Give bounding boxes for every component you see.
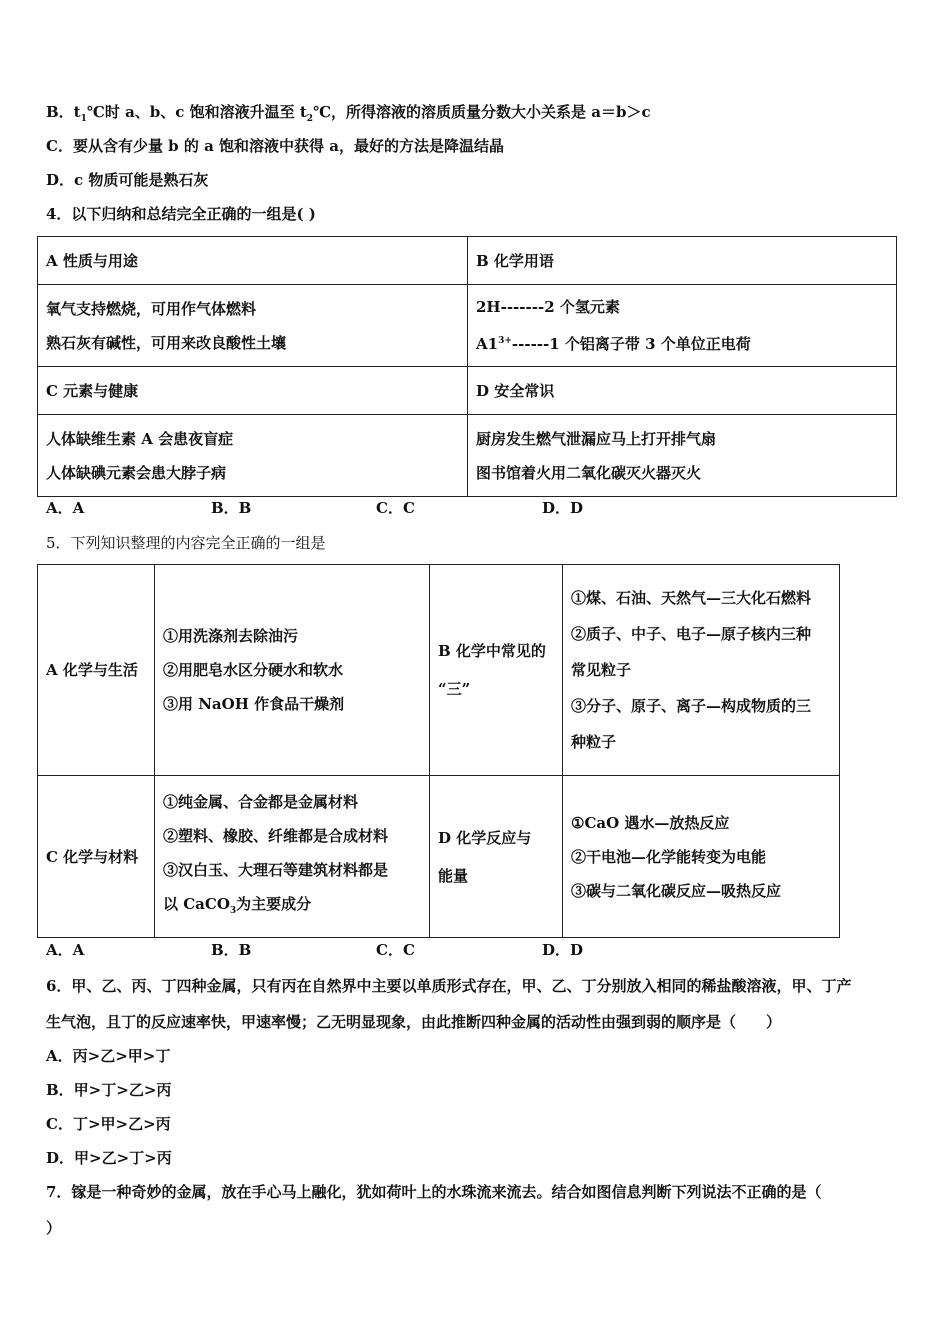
q4-option-c: C．C bbox=[376, 499, 415, 517]
q6-option-c: C．丁>甲>乙>丙 bbox=[46, 1115, 171, 1133]
q7-stem-line1: 7．镓是一种奇妙的金属，放在手心马上融化，犹如荷叶上的水珠流来流去。结合如图信息判断下列说法不正确的是（ bbox=[46, 1183, 822, 1201]
q4-cell-b-header: B 化学用语 bbox=[468, 237, 897, 285]
q4-cell-a-body: 氧气支持燃烧，可用作气体燃料 熟石灰有碱性，可用来改良酸性土壤 bbox=[38, 285, 468, 367]
q6-stem-line2: 生气泡，且丁的反应速率快，甲速率慢；乙无明显现象，由此推断四种金属的活动性由强到弱的顺序是（ ） bbox=[46, 1013, 782, 1031]
q4-table bbox=[37, 236, 897, 497]
q6-option-d: D．甲>乙>丁>丙 bbox=[46, 1149, 172, 1167]
q4-option-d: D．D bbox=[542, 499, 584, 517]
q4-cell-c-body: 人体缺维生素 A 会患夜盲症 人体缺碘元素会患大脖子病 bbox=[38, 415, 468, 497]
q4-cell-a-header: A 性质与用途 bbox=[38, 237, 468, 285]
q4-option-b: B．B bbox=[211, 499, 252, 517]
q4-stem: 4．以下归纳和总结完全正确的一组是( ) bbox=[46, 205, 316, 223]
q6-option-b: B．甲>丁>乙>丙 bbox=[46, 1081, 172, 1099]
q5-cell-b-label: B 化学中常见的 “三” bbox=[430, 565, 563, 776]
q5-cell-d-label: D 化学反应与 能量 bbox=[430, 776, 563, 938]
q4-cell-b-body: 2H-------2 个氢元素 $A1^{3+}------1$ 个铝离子带 3 个单位正电荷 bbox=[468, 285, 897, 367]
q5-cell-c-content: ①纯金属、合金都是金属材料 ②塑料、橡胶、纤维都是合成材料 ③汉白玉、大理石等建筑材料都是 以 CaCO$_3$为主要成分 bbox=[155, 776, 430, 938]
q4-cell-d-body: 厨房发生燃气泄漏应马上打开排气扇 图书馆着火用二氧化碳灭火器灭火 bbox=[468, 415, 897, 497]
q5-cell-b-content: ①煤、石油、天然气—三大化石燃料 ②质子、中子、电子—原子核内三种 常见粒子 ③分子、原子、离子—构成物质的三 种粒子 bbox=[563, 565, 840, 776]
q5-cell-d-content: ①CaO 遇水—放热反应 ②干电池—化学能转变为电能 ③碳与二氧化碳反应—吸热反应 bbox=[563, 776, 840, 938]
q5-option-d: D．D bbox=[542, 941, 584, 959]
q5-cell-a-label: A 化学与生活 bbox=[38, 565, 155, 776]
q6-stem-line1: 6．甲、乙、丙、丁四种金属，只有丙在自然界中主要以单质形式存在，甲、乙、丁分别放入相同的稀盐酸溶液，甲、丁产 bbox=[46, 977, 852, 995]
q5-option-c: C．C bbox=[376, 941, 415, 959]
q3-option-b: B．$t_1℃$时 a、b、c 饱和溶液升温至 $t_2℃$，所得溶液的溶质质量分数大小关系是 a＝b＞c bbox=[46, 103, 651, 124]
q7-stem-line2: ） bbox=[46, 1219, 62, 1237]
q5-table bbox=[37, 564, 840, 938]
q4-cell-c-header: C 元素与健康 bbox=[38, 367, 468, 415]
q5-option-b: B．B bbox=[211, 941, 252, 959]
q3-option-c: C．要从含有少量 b 的 a 饱和溶液中获得 a，最好的方法是降温结晶 bbox=[46, 137, 504, 155]
q5-option-a: A．A bbox=[46, 941, 85, 959]
q6-option-a: A．丙>乙>甲>丁 bbox=[46, 1047, 171, 1065]
q3-option-d: D．c 物质可能是熟石灰 bbox=[46, 171, 209, 189]
q5-cell-a-content: ①用洗涤剂去除油污 ②用肥皂水区分硬水和软水 ③用 NaOH 作食品干燥剂 bbox=[155, 565, 430, 776]
q5-stem: 5．下列知识整理的内容完全正确的一组是 bbox=[46, 534, 326, 552]
q4-cell-d-header: D 安全常识 bbox=[468, 367, 897, 415]
q5-cell-c-label: C 化学与材料 bbox=[38, 776, 155, 938]
q4-option-a: A．A bbox=[46, 499, 85, 517]
